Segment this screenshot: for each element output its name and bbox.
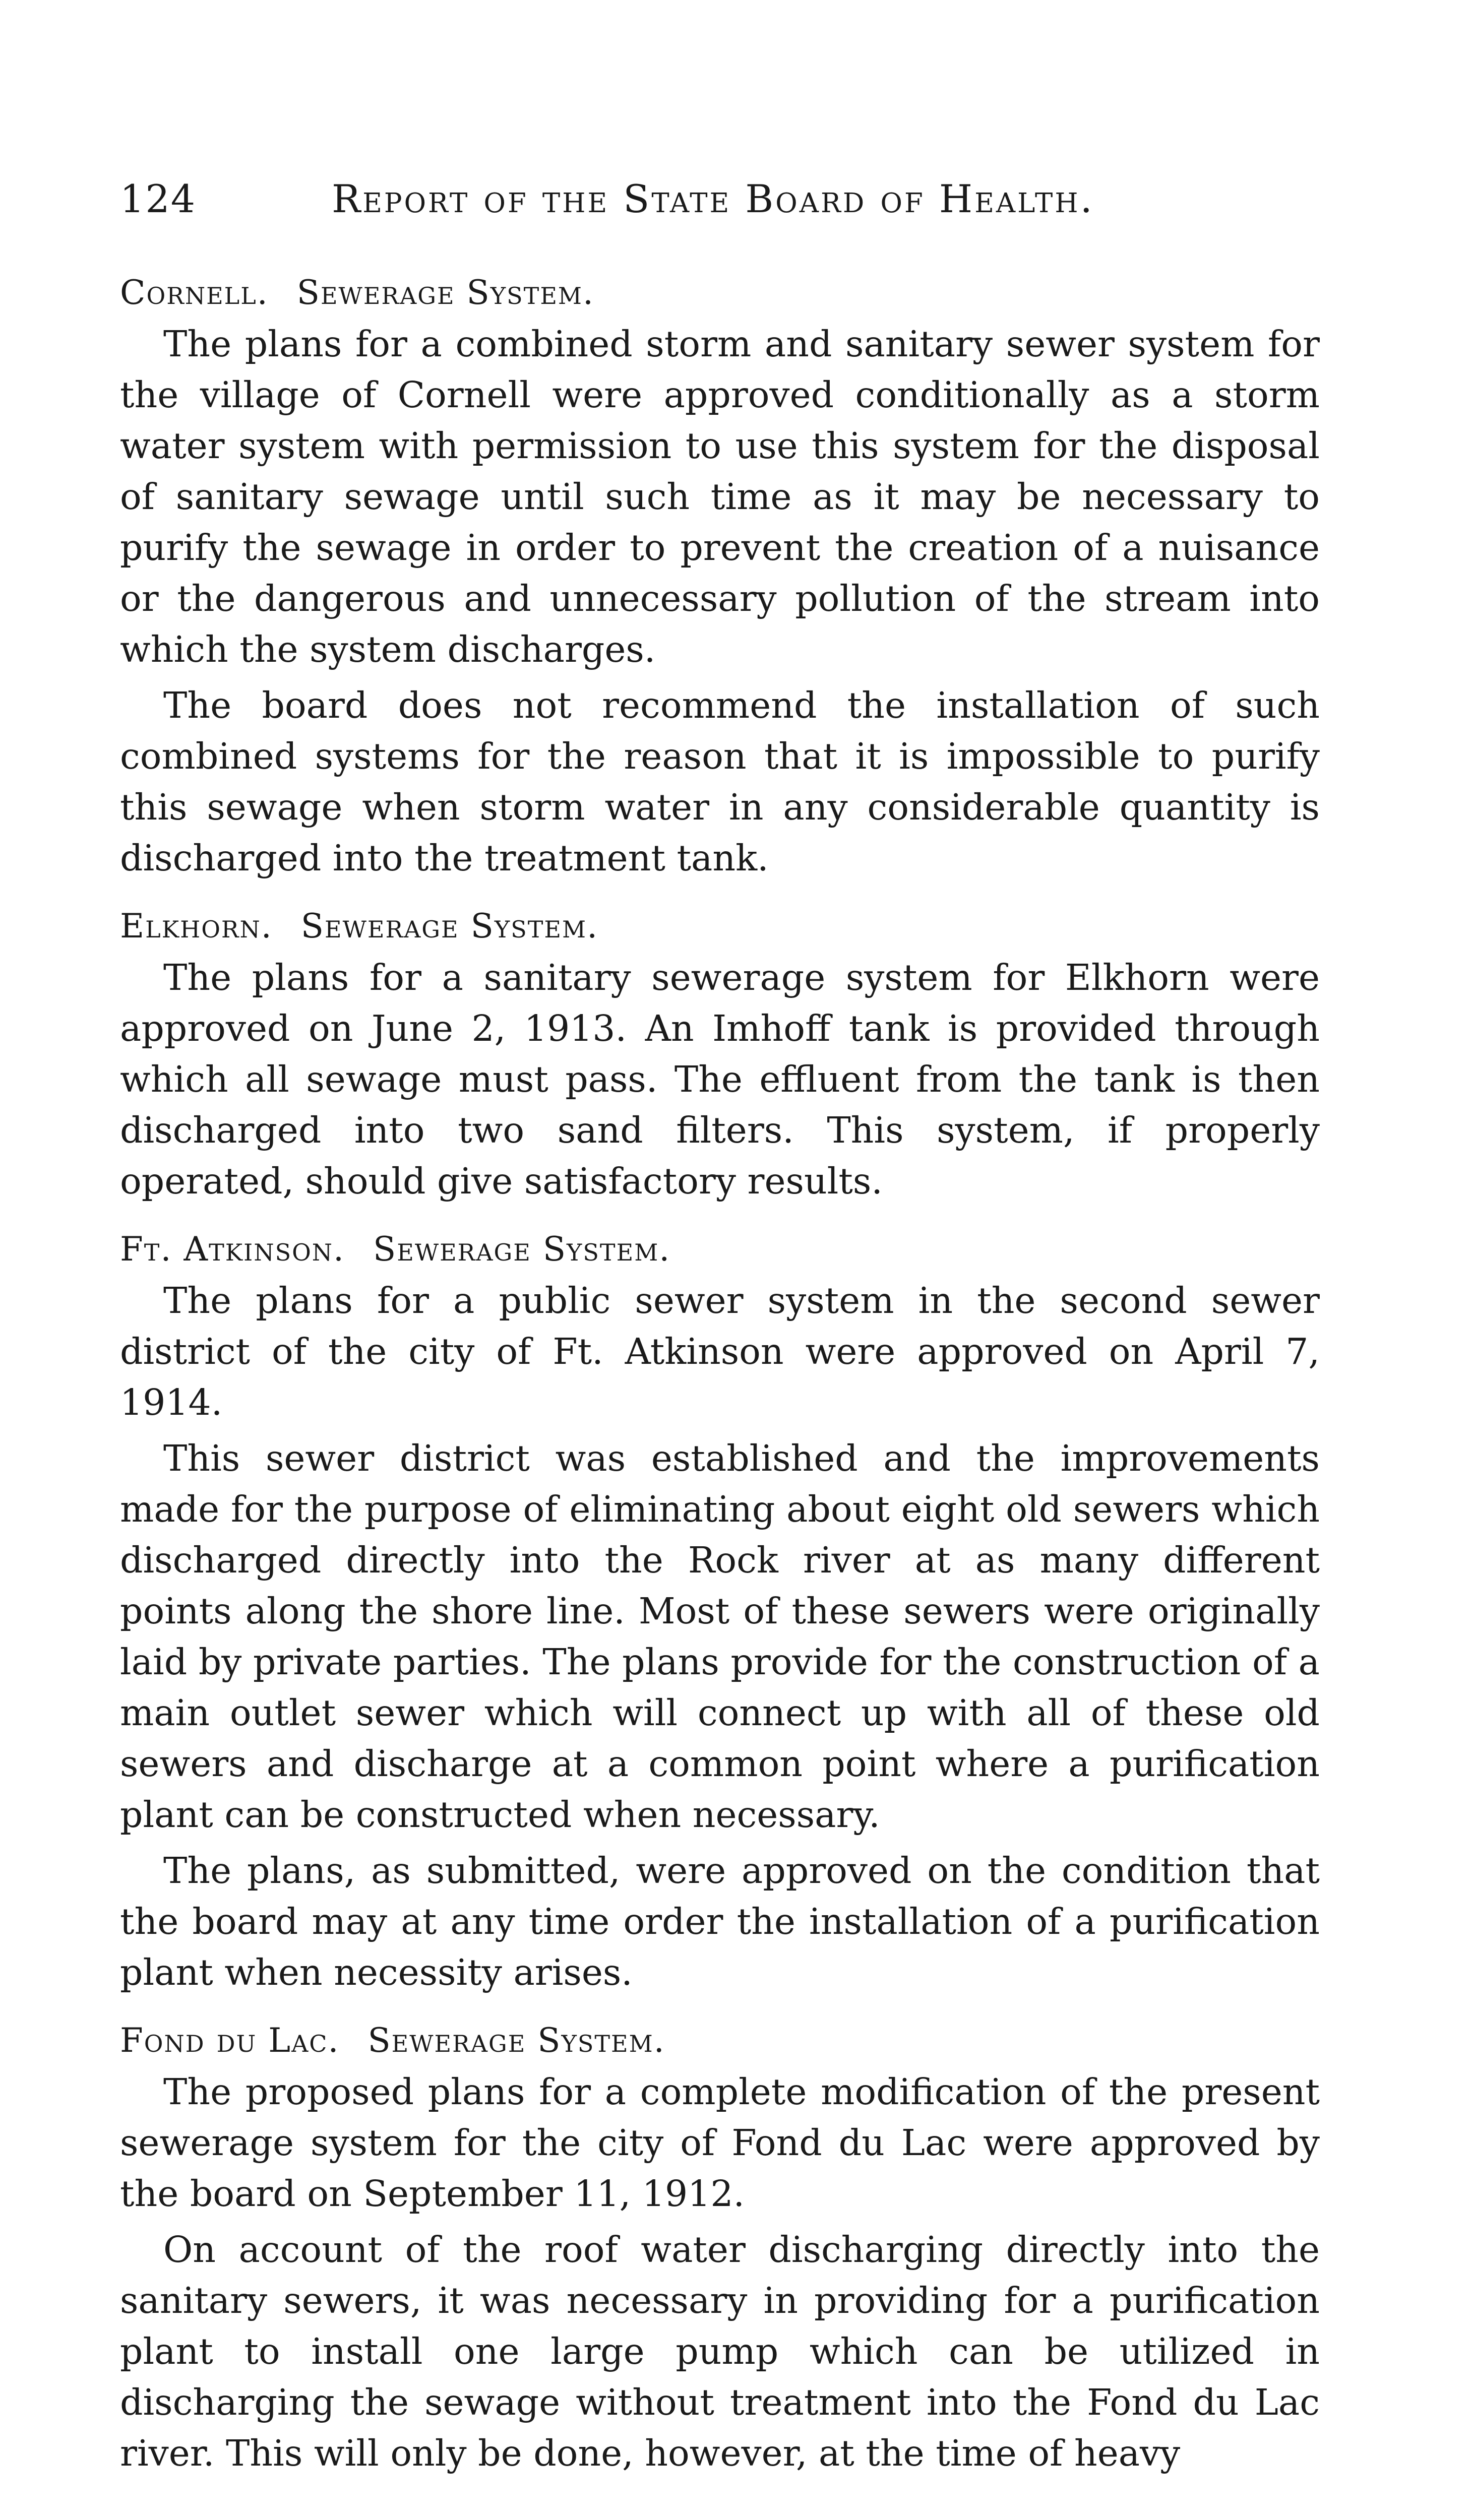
section-heading [120, 1224, 1320, 1275]
section-ft-atkinson [120, 1224, 1320, 1998]
paragraph: The plans, as submitted, were approved on the condition that the board may at any time order the installation of a purification plant when necessity arises. [120, 1850, 1320, 1993]
section-place: Cornell. [120, 273, 269, 312]
section-subject: Sewerage System. [300, 907, 599, 946]
section-heading [120, 2015, 1320, 2066]
section-heading [120, 267, 1320, 319]
paragraph: The board does not recommend the installation of such combined systems for the reason that it is impossible to purify this sewage when storm water in any considerable quantity is discharged into the treatment tank. [120, 684, 1320, 879]
section-cornell [120, 267, 1320, 884]
section-place: Ft. Atkinson. [120, 1230, 345, 1269]
section-place: Fond du Lac. [120, 2021, 340, 2060]
section-subject: Sewerage System. [367, 2021, 665, 2060]
page-number: 124 [120, 176, 197, 221]
paragraph: The proposed plans for a complete modification of the present sewerage system for the city of Fond du Lac were approved by the board on September 11, 1912. [120, 2071, 1320, 2215]
paragraph: The plans for a combined storm and sanitary sewer system for the village of Cornell were approved conditionally as a storm water system with permission to use this system for the disposal of sanitary sewage until such time as it may be necessary to purify the sewage in order to prevent the creation of a nuisance or the dangerous and unnecessary pollution of the stream into which the system discharges. [120, 323, 1320, 670]
paragraph: On account of the roof water discharging directly into the sanitary sewers, it was necessary in providing for a purification plant to install one large pump which can be utilized in discharging the sewage without treatment into the Fond du Lac river. This will only be done, however, at the time of heavy [120, 2229, 1320, 2474]
section-heading [120, 901, 1320, 952]
document-page [120, 176, 1320, 2496]
section-subject: Sewerage System. [373, 1230, 671, 1269]
paragraph: This sewer district was established and the improvements made for the purpose of eliminating about eight old sewers which discharged directly into the Rock river at as many different points along the shore line. Most of these sewers were originally laid by private parties. The plans provide for the construction of a main outlet sewer which will connect up with all of these old sewers and discharge at a common point where a purification plant can be constructed when necessary. [120, 1437, 1320, 1836]
paragraph: The plans for a sanitary sewerage system for Elkhorn were approved on June 2, 1913. An Imhoff tank is provided through which all sewage must pass. The effluent from the tank is then discharged into two sand filters. This system, if properly operated, should give satisfactory results. [120, 957, 1320, 1202]
section-fond-du-lac [120, 2015, 1320, 2479]
running-head [120, 176, 1320, 232]
paragraph: The plans for a public sewer system in the second sewer district of the city of Ft. Atkinson were approved on April 7, 1914. [120, 1280, 1320, 1423]
running-title: Report of the State Board of Health. [332, 176, 1094, 221]
section-elkhorn [120, 901, 1320, 1207]
section-place: Elkhorn. [120, 907, 273, 946]
section-subject: Sewerage System. [296, 273, 594, 312]
